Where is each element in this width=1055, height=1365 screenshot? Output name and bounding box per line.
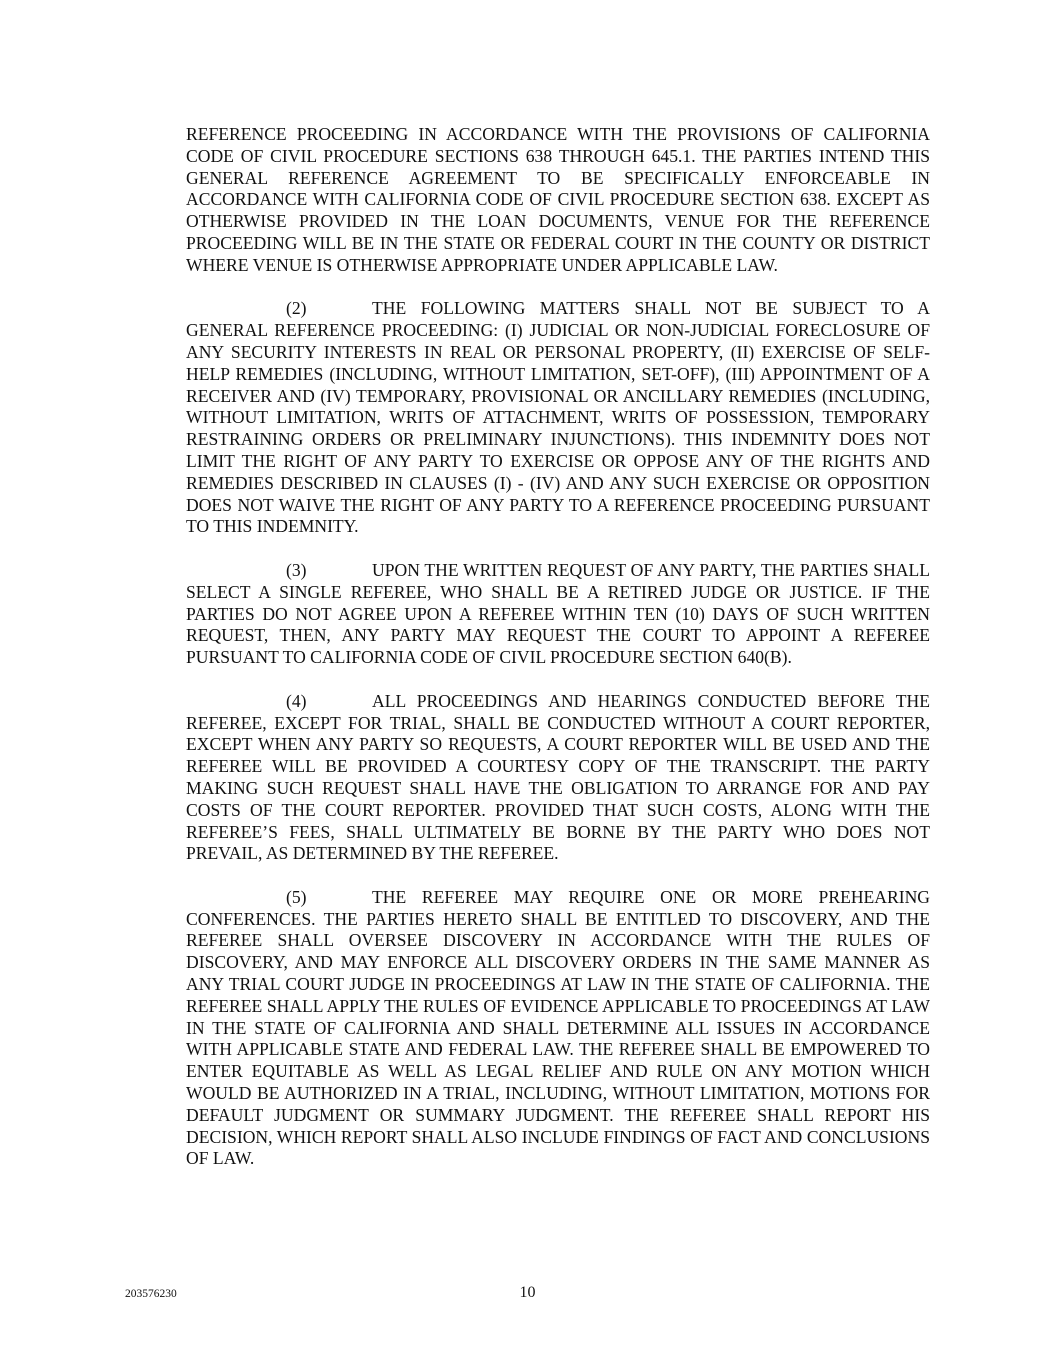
footer-document-id: 203576230 (125, 1288, 177, 1300)
paragraph-5 (186, 887, 930, 1170)
paragraph-4 (186, 691, 930, 865)
paragraph-2 (186, 298, 930, 538)
paragraph-number: (3) (286, 559, 307, 580)
paragraph-text: UPON THE WRITTEN REQUEST OF ANY PARTY, THE PARTIES SHALL SELECT A SINGLE REFEREE, WHO SHALL BE A RETIRED JUDGE OR JUSTICE. IF THE PARTIES DO NOT AGREE UPON A REFEREE WITHIN TEN (10) DAYS OF SUCH WRITTEN REQUEST, THEN, ANY PARTY MAY REQUEST THE COURT TO APPOINT A REFEREE PURSUANT TO CALIFORNIA CODE OF CIVIL PROCEDURE SECTION 640(B). (186, 559, 930, 668)
paragraph-text: THE FOLLOWING MATTERS SHALL NOT BE SUBJECT TO A GENERAL REFERENCE PROCEEDING: (I) JUDICIAL OR NON-JUDICIAL FORECLOSURE OF ANY SECURITY INTERESTS IN REAL OR PERSONAL PROPERTY, (II) EXERCISE OF SELF-HELP REMEDIES (INCLUDING, WITHOUT LIMITATION, SET-OFF), (III) APPOINTMENT OF A RECEIVER AND (IV) TEMPORARY, PROVISIONAL OR ANCILLARY REMEDIES (INCLUDING, WITHOUT LIMITATION, WRITS OF ATTACHMENT, WRITS OF POSSESSION, TEMPORARY RESTRAINING ORDERS OR PRELIMINARY INJUNCTIONS). THIS INDEMNITY DOES NOT LIMIT THE RIGHT OF ANY PARTY TO EXERCISE OR OPPOSE ANY OF THE RIGHTS AND REMEDIES DESCRIBED IN CLAUSES (I) - (IV) AND ANY SUCH EXERCISE OR OPPOSITION DOES NOT WAIVE THE RIGHT OF ANY PARTY TO A REFERENCE PROCEEDING PURSUANT TO THIS INDEMNITY. (186, 298, 930, 537)
paragraph-number: (5) (286, 886, 307, 907)
paragraph-3 (186, 560, 930, 669)
paragraph-continuation (186, 124, 930, 277)
paragraph-text: REFERENCE PROCEEDING IN ACCORDANCE WITH THE PROVISIONS OF CALIFORNIA CODE OF CIVIL PROCEDURE SECTIONS 638 THROUGH 645.1. THE PARTIES INTEND THIS GENERAL REFERENCE AGREEMENT TO BE SPECIFICALLY ENFORCEABLE IN ACCORDANCE WITH CALIFORNIA CODE OF CIVIL PROCEDURE SECTION 638. EXCEPT AS OTHERWISE PROVIDED IN THE LOAN DOCUMENTS, VENUE FOR THE REFERENCE PROCEEDING WILL BE IN THE STATE OR FEDERAL COURT IN THE COUNTY OR DISTRICT WHERE VENUE IS OTHERWISE APPROPRIATE UNDER APPLICABLE LAW. (186, 124, 930, 275)
page-number: 10 (519, 1284, 536, 1301)
paragraph-number: (2) (286, 298, 307, 319)
paragraph-number: (4) (286, 690, 307, 711)
paragraph-text: THE REFEREE MAY REQUIRE ONE OR MORE PREHEARING CONFERENCES. THE PARTIES HERETO SHALL BE ENTITLED TO DISCOVERY, AND THE REFEREE SHALL OVERSEE DISCOVERY IN ACCORDANCE WITH THE RULES OF DISCOVERY, AND MAY ENFORCE ALL DISCOVERY ORDERS IN THE SAME MANNER AS ANY TRIAL COURT JUDGE IN PROCEEDINGS AT LAW IN THE STATE OF CALIFORNIA. THE REFEREE SHALL APPLY THE RULES OF EVIDENCE APPLICABLE TO PROCEEDINGS AT LAW IN THE STATE OF CALIFORNIA AND SHALL DETERMINE ALL ISSUES IN ACCORDANCE WITH APPLICABLE STATE AND FEDERAL LAW. THE REFEREE SHALL BE EMPOWERED TO ENTER EQUITABLE AS WELL AS LEGAL RELIEF AND RULE ON ANY MOTION WHICH WOULD BE AUTHORIZED IN A TRIAL, INCLUDING, WITHOUT LIMITATION, MOTIONS FOR DEFAULT JUDGMENT OR SUMMARY JUDGMENT. THE REFEREE SHALL REPORT HIS DECISION, WHICH REPORT SHALL ALSO INCLUDE FINDINGS OF FACT AND CONCLUSIONS OF LAW. (186, 886, 930, 1169)
document-body (186, 124, 930, 1192)
paragraph-text: ALL PROCEEDINGS AND HEARINGS CONDUCTED BEFORE THE REFEREE, EXCEPT FOR TRIAL, SHALL BE CONDUCTED WITHOUT A COURT REPORTER, EXCEPT WHEN ANY PARTY SO REQUESTS, A COURT REPORTER WILL BE USED AND THE REFEREE WILL BE PROVIDED A COURTESY COPY OF THE TRANSCRIPT. THE PARTY MAKING SUCH REQUEST SHALL HAVE THE OBLIGATION TO ARRANGE FOR AND PAY COSTS OF THE COURT REPORTER. PROVIDED THAT SUCH COSTS, ALONG WITH THE REFEREE’S FEES, SHALL ULTIMATELY BE BORNE BY THE PARTY WHO DOES NOT PREVAIL, AS DETERMINED BY THE REFEREE. (186, 690, 930, 864)
